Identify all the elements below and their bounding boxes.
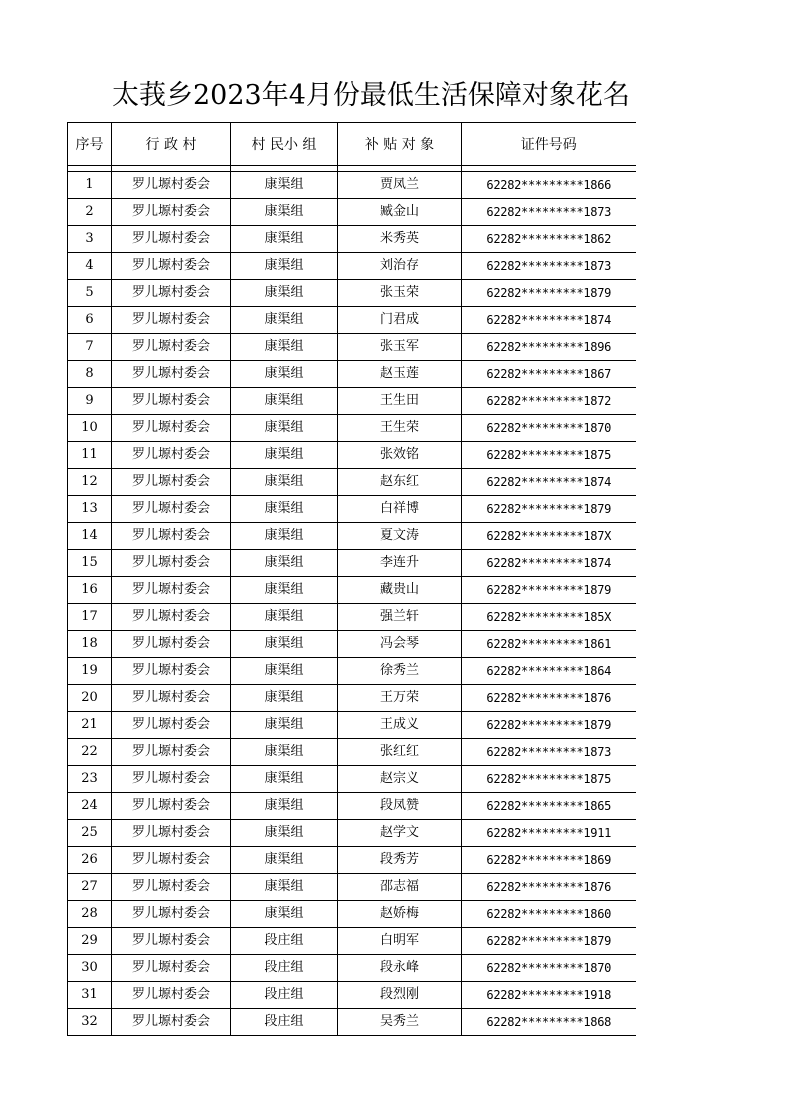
row-id-number: 62282*********1879: [462, 496, 636, 523]
row-id-number: 62282*********1866: [462, 172, 636, 199]
row-village: 罗儿塬村委会: [112, 361, 231, 388]
row-id-number: 62282*********1879: [462, 712, 636, 739]
row-village: 罗儿塬村委会: [112, 793, 231, 820]
row-recipient: 王万荣: [338, 685, 462, 712]
row-village: 罗儿塬村委会: [112, 415, 231, 442]
row-id-number: 62282*********1873: [462, 253, 636, 280]
row-group: 康渠组: [231, 280, 338, 307]
table-row: [68, 442, 636, 469]
row-group: 康渠组: [231, 604, 338, 631]
row-id-number: 62282*********1864: [462, 658, 636, 685]
row-recipient: 强兰轩: [338, 604, 462, 631]
row-recipient: 米秀英: [338, 226, 462, 253]
row-index: 21: [68, 712, 112, 739]
row-id-number: 62282*********1872: [462, 388, 636, 415]
table-header: [68, 123, 636, 166]
row-village: 罗儿塬村委会: [112, 550, 231, 577]
row-group: 康渠组: [231, 874, 338, 901]
table-row: [68, 172, 636, 199]
table-row: [68, 1009, 636, 1036]
table-row: [68, 361, 636, 388]
row-village: 罗儿塬村委会: [112, 928, 231, 955]
row-village: 罗儿塬村委会: [112, 712, 231, 739]
row-recipient: 赵学文: [338, 820, 462, 847]
row-group: 康渠组: [231, 577, 338, 604]
table-row: [68, 793, 636, 820]
row-id-number: 62282*********1867: [462, 361, 636, 388]
row-group: 康渠组: [231, 199, 338, 226]
row-index: 28: [68, 901, 112, 928]
row-group: 康渠组: [231, 334, 338, 361]
row-recipient: 臧金山: [338, 199, 462, 226]
page-title: 太莪乡2023年4月份最低生活保障对象花名: [112, 80, 630, 111]
row-recipient: 赵东红: [338, 469, 462, 496]
row-id-number: 62282*********1869: [462, 847, 636, 874]
header-group: 村 民小 组: [231, 123, 338, 166]
row-index: 29: [68, 928, 112, 955]
row-id-number: 62282*********1874: [462, 307, 636, 334]
row-group: 康渠组: [231, 658, 338, 685]
row-recipient: 张效铭: [338, 442, 462, 469]
row-group: 康渠组: [231, 415, 338, 442]
row-index: 22: [68, 739, 112, 766]
row-index: 17: [68, 604, 112, 631]
row-village: 罗儿塬村委会: [112, 685, 231, 712]
row-village: 罗儿塬村委会: [112, 577, 231, 604]
table-row: [68, 928, 636, 955]
row-index: 26: [68, 847, 112, 874]
row-recipient: 冯会琴: [338, 631, 462, 658]
row-index: 6: [68, 307, 112, 334]
row-recipient: 王生田: [338, 388, 462, 415]
row-id-number: 62282*********1874: [462, 550, 636, 577]
row-village: 罗儿塬村委会: [112, 901, 231, 928]
row-id-number: 62282*********1860: [462, 901, 636, 928]
row-village: 罗儿塬村委会: [112, 442, 231, 469]
row-recipient: 段永峰: [338, 955, 462, 982]
table-row: [68, 766, 636, 793]
row-id-number: 62282*********1868: [462, 1009, 636, 1036]
row-id-number: 62282*********1918: [462, 982, 636, 1009]
row-village: 罗儿塬村委会: [112, 280, 231, 307]
row-recipient: 段凤赞: [338, 793, 462, 820]
table-row: [68, 874, 636, 901]
row-index: 24: [68, 793, 112, 820]
row-group: 康渠组: [231, 523, 338, 550]
row-index: 10: [68, 415, 112, 442]
table-body: [68, 166, 636, 1036]
table-row: [68, 415, 636, 442]
row-index: 14: [68, 523, 112, 550]
row-index: 4: [68, 253, 112, 280]
row-recipient: 王生荣: [338, 415, 462, 442]
row-group: 康渠组: [231, 766, 338, 793]
row-index: 12: [68, 469, 112, 496]
row-id-number: 62282*********1870: [462, 415, 636, 442]
table-row: [68, 496, 636, 523]
row-recipient: 白祥博: [338, 496, 462, 523]
row-index: 1: [68, 172, 112, 199]
row-recipient: 吴秀兰: [338, 1009, 462, 1036]
row-recipient: 邵志福: [338, 874, 462, 901]
row-village: 罗儿塬村委会: [112, 955, 231, 982]
row-group: 康渠组: [231, 253, 338, 280]
table-row: [68, 577, 636, 604]
row-village: 罗儿塬村委会: [112, 199, 231, 226]
row-group: 康渠组: [231, 550, 338, 577]
row-group: 康渠组: [231, 496, 338, 523]
table-row: [68, 658, 636, 685]
table-row: [68, 226, 636, 253]
row-recipient: 段烈刚: [338, 982, 462, 1009]
row-village: 罗儿塬村委会: [112, 739, 231, 766]
row-index: 9: [68, 388, 112, 415]
row-group: 康渠组: [231, 685, 338, 712]
row-group: 康渠组: [231, 226, 338, 253]
row-id-number: 62282*********1861: [462, 631, 636, 658]
table-row: [68, 901, 636, 928]
row-group: 段庄组: [231, 982, 338, 1009]
row-index: 8: [68, 361, 112, 388]
table-row: [68, 199, 636, 226]
header-recipient: 补 贴 对 象: [338, 123, 462, 166]
row-index: 5: [68, 280, 112, 307]
row-group: 康渠组: [231, 361, 338, 388]
row-village: 罗儿塬村委会: [112, 847, 231, 874]
row-village: 罗儿塬村委会: [112, 469, 231, 496]
row-index: 7: [68, 334, 112, 361]
row-group: 康渠组: [231, 172, 338, 199]
row-index: 13: [68, 496, 112, 523]
row-index: 27: [68, 874, 112, 901]
row-village: 罗儿塬村委会: [112, 523, 231, 550]
row-id-number: 62282*********1879: [462, 280, 636, 307]
row-index: 3: [68, 226, 112, 253]
row-index: 32: [68, 1009, 112, 1036]
row-recipient: 段秀芳: [338, 847, 462, 874]
row-recipient: 张红红: [338, 739, 462, 766]
table-row: [68, 253, 636, 280]
row-id-number: 62282*********1879: [462, 928, 636, 955]
row-group: 康渠组: [231, 847, 338, 874]
row-id-number: 62282*********1870: [462, 955, 636, 982]
row-id-number: 62282*********187X: [462, 523, 636, 550]
table-row: [68, 280, 636, 307]
row-village: 罗儿塬村委会: [112, 604, 231, 631]
row-recipient: 张玉军: [338, 334, 462, 361]
row-group: 康渠组: [231, 901, 338, 928]
row-index: 18: [68, 631, 112, 658]
row-recipient: 藏贵山: [338, 577, 462, 604]
row-group: 段庄组: [231, 928, 338, 955]
row-id-number: 62282*********1911: [462, 820, 636, 847]
row-index: 23: [68, 766, 112, 793]
row-village: 罗儿塬村委会: [112, 334, 231, 361]
row-village: 罗儿塬村委会: [112, 388, 231, 415]
row-id-number: 62282*********1876: [462, 874, 636, 901]
row-village: 罗儿塬村委会: [112, 496, 231, 523]
row-index: 16: [68, 577, 112, 604]
row-recipient: 贾凤兰: [338, 172, 462, 199]
row-id-number: 62282*********1876: [462, 685, 636, 712]
row-recipient: 刘治存: [338, 253, 462, 280]
row-id-number: 62282*********1873: [462, 199, 636, 226]
row-recipient: 徐秀兰: [338, 658, 462, 685]
row-group: 段庄组: [231, 955, 338, 982]
row-group: 康渠组: [231, 820, 338, 847]
row-recipient: 夏文涛: [338, 523, 462, 550]
table-row: [68, 739, 636, 766]
row-village: 罗儿塬村委会: [112, 307, 231, 334]
table-row: [68, 820, 636, 847]
table-row: [68, 307, 636, 334]
row-id-number: 62282*********1875: [462, 766, 636, 793]
table-row: [68, 334, 636, 361]
row-id-number: 62282*********1879: [462, 577, 636, 604]
row-group: 康渠组: [231, 631, 338, 658]
row-recipient: 赵娇梅: [338, 901, 462, 928]
row-village: 罗儿塬村委会: [112, 1009, 231, 1036]
row-recipient: 门君成: [338, 307, 462, 334]
row-village: 罗儿塬村委会: [112, 820, 231, 847]
row-group: 康渠组: [231, 739, 338, 766]
row-recipient: 赵玉莲: [338, 361, 462, 388]
row-recipient: 李连升: [338, 550, 462, 577]
row-village: 罗儿塬村委会: [112, 172, 231, 199]
row-village: 罗儿塬村委会: [112, 658, 231, 685]
row-id-number: 62282*********1873: [462, 739, 636, 766]
row-group: 康渠组: [231, 442, 338, 469]
header-index: 序号: [68, 123, 112, 166]
row-group: 段庄组: [231, 1009, 338, 1036]
row-id-number: 62282*********1862: [462, 226, 636, 253]
table-row: [68, 604, 636, 631]
row-id-number: 62282*********1874: [462, 469, 636, 496]
row-village: 罗儿塬村委会: [112, 766, 231, 793]
row-index: 31: [68, 982, 112, 1009]
row-index: 30: [68, 955, 112, 982]
row-recipient: 赵宗义: [338, 766, 462, 793]
row-village: 罗儿塬村委会: [112, 631, 231, 658]
row-village: 罗儿塬村委会: [112, 982, 231, 1009]
header-id-number: 证件号码: [462, 123, 636, 166]
row-group: 康渠组: [231, 712, 338, 739]
table-row: [68, 847, 636, 874]
row-village: 罗儿塬村委会: [112, 253, 231, 280]
row-group: 康渠组: [231, 388, 338, 415]
row-village: 罗儿塬村委会: [112, 874, 231, 901]
table-row: [68, 982, 636, 1009]
row-id-number: 62282*********1875: [462, 442, 636, 469]
row-recipient: 王成义: [338, 712, 462, 739]
row-index: 2: [68, 199, 112, 226]
row-id-number: 62282*********1865: [462, 793, 636, 820]
table-row: [68, 685, 636, 712]
row-index: 25: [68, 820, 112, 847]
row-index: 15: [68, 550, 112, 577]
row-index: 20: [68, 685, 112, 712]
row-village: 罗儿塬村委会: [112, 226, 231, 253]
row-id-number: 62282*********185X: [462, 604, 636, 631]
table-row: [68, 631, 636, 658]
row-id-number: 62282*********1896: [462, 334, 636, 361]
header-village: 行 政 村: [112, 123, 231, 166]
table-row: [68, 550, 636, 577]
table-row: [68, 712, 636, 739]
table-row: [68, 523, 636, 550]
table-row: [68, 955, 636, 982]
table-row: [68, 388, 636, 415]
row-index: 19: [68, 658, 112, 685]
table-row: [68, 469, 636, 496]
row-recipient: 白明军: [338, 928, 462, 955]
row-group: 康渠组: [231, 469, 338, 496]
row-recipient: 张玉荣: [338, 280, 462, 307]
row-group: 康渠组: [231, 793, 338, 820]
row-index: 11: [68, 442, 112, 469]
roster-table: [67, 122, 636, 1036]
row-group: 康渠组: [231, 307, 338, 334]
